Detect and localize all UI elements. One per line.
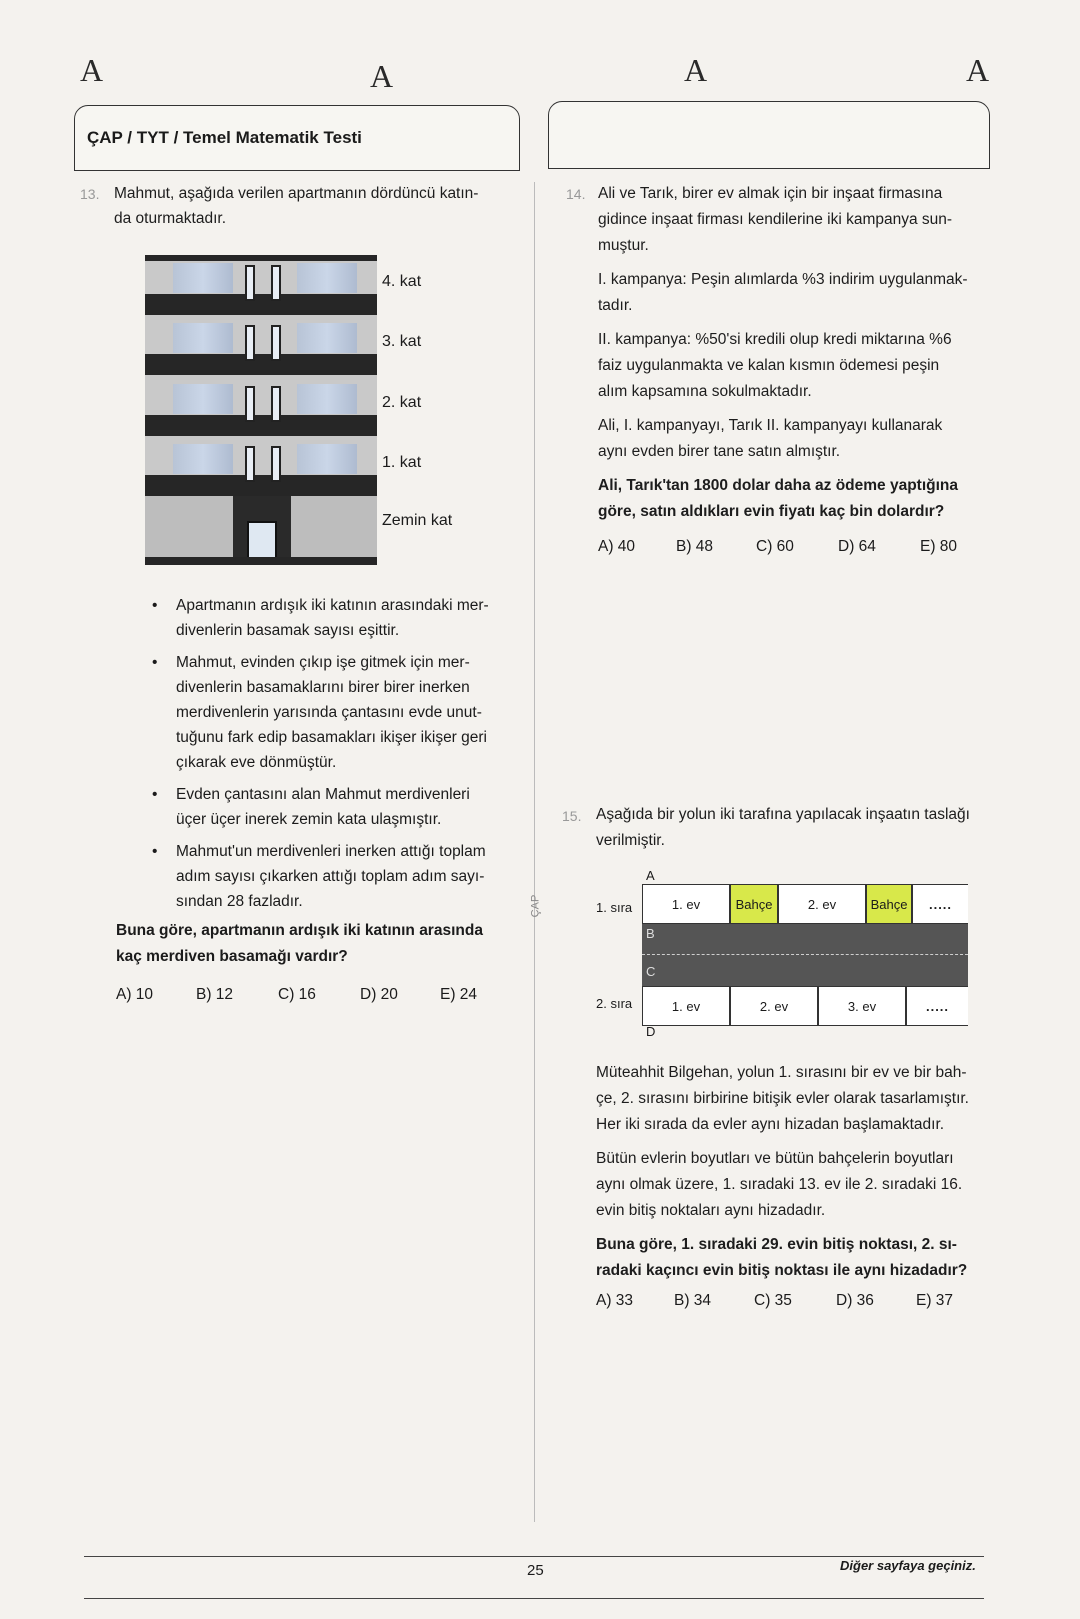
q14-number: 14. <box>566 186 586 202</box>
row1-garden-2: Bahçe <box>866 884 912 924</box>
q15-para2-line: evin bitiş noktaları aynı hizadadır. <box>596 1202 826 1219</box>
stair-window <box>271 386 281 422</box>
option-b[interactable]: B) 12 <box>196 986 234 1003</box>
floor-label-1: 1. kat <box>382 454 422 471</box>
building-illustration <box>145 255 377 565</box>
stair-window <box>271 446 281 482</box>
q14-options <box>598 538 970 556</box>
q15-intro-line: Aşağıda bir yolun iki tarafına yapılacak inşaatın taslağı <box>596 806 970 823</box>
window <box>297 384 357 414</box>
point-d-label: D <box>646 1024 656 1039</box>
corner-letter-4: A <box>966 52 990 88</box>
row2-house-3: 3. ev <box>818 986 906 1026</box>
slab-3 <box>145 354 377 375</box>
q13-options <box>116 986 500 1004</box>
q15-para1-line: Her iki sırada da evler aynı hizadan başlamaktadır. <box>596 1116 945 1133</box>
row2-ellipsis: ..... <box>906 986 968 1026</box>
q15-number: 15. <box>562 808 582 824</box>
floor-label-4: 4. kat <box>382 273 422 290</box>
row2-label: 2. sıra <box>596 996 633 1011</box>
header-box-right <box>548 101 990 169</box>
option-e[interactable]: E) 37 <box>916 1292 954 1309</box>
stair-window <box>271 265 281 301</box>
option-d[interactable]: D) 20 <box>360 986 398 1003</box>
floor-label-3: 3. kat <box>382 333 422 350</box>
q15-body <box>596 1060 1000 1284</box>
option-c[interactable]: C) 16 <box>278 986 316 1003</box>
bullet-line: Evden çantasını alan Mahmut merdivenleri <box>176 786 470 803</box>
slab-4 <box>145 294 377 315</box>
q15-para2-line: aynı olmak üzere, 1. sıradaki 13. ev ile 2. sıradaki 16. <box>596 1176 963 1193</box>
window <box>173 384 233 414</box>
window <box>173 263 233 293</box>
q14-usage-line: aynı evden birer tane satın almıştır. <box>598 443 841 460</box>
q15-intro-line: verilmiştir. <box>596 832 665 849</box>
footer-line-top <box>84 1556 984 1557</box>
footer-line-bottom <box>84 1598 984 1599</box>
q15-para2-line: Bütün evlerin boyutları ve bütün bahçelerin boyutları <box>596 1150 954 1167</box>
window <box>173 444 233 474</box>
header-box-left <box>74 105 520 171</box>
option-e[interactable]: E) 80 <box>920 538 958 555</box>
test-title: ÇAP / TYT / Temel Matematik Testi <box>87 128 362 147</box>
row2-house-2: 2. ev <box>730 986 818 1026</box>
option-a[interactable]: A) 10 <box>116 986 154 1003</box>
q15-para1-line: Müteahhit Bilgehan, yolun 1. sırasını bir ev ve bir bah- <box>596 1064 967 1081</box>
q14-camp2-line: alım kapsamına sokulmaktadır. <box>598 383 812 400</box>
q14-camp2-line: faiz uygulanmakta ve kalan kısmın ödemesi peşin <box>598 357 940 374</box>
option-e[interactable]: E) 24 <box>440 986 478 1003</box>
bullet-dot: • <box>152 786 158 803</box>
q13-number: 13. <box>80 186 100 202</box>
window <box>297 323 357 353</box>
q13-bullet-list <box>150 593 520 921</box>
side-label: ÇAP <box>529 894 542 918</box>
option-b[interactable]: B) 34 <box>674 1292 712 1309</box>
bullet-item <box>150 839 520 914</box>
next-page-note: Diğer sayfaya geçiniz. <box>840 1558 976 1573</box>
bullet-line: merdivenlerin yarısında çantasını evde unut- <box>176 704 482 721</box>
road-center-line <box>642 954 968 955</box>
window <box>297 444 357 474</box>
option-d[interactable]: D) 36 <box>836 1292 874 1309</box>
q14-line: muştur. <box>598 237 649 254</box>
corner-letter-2: A <box>370 58 394 94</box>
window <box>297 263 357 293</box>
option-d[interactable]: D) 64 <box>838 538 876 555</box>
bullet-dot: • <box>152 843 158 860</box>
option-a[interactable]: A) 33 <box>596 1292 634 1309</box>
q14-text <box>598 181 998 525</box>
q14-question-line: Ali, Tarık'tan 1800 dolar daha az ödeme yaptığına <box>598 477 959 494</box>
floor-label-ground: Zemin kat <box>382 512 453 529</box>
q13-intro-line2: da oturmaktadır. <box>114 210 227 227</box>
q15-question-line: Buna göre, 1. sıradaki 29. evin bitiş noktası, 2. sı- <box>596 1236 957 1253</box>
q14-camp1-line: tadır. <box>598 297 633 314</box>
bullet-dot: • <box>152 597 158 614</box>
bullet-line: divenlerin basamak sayısı eşittir. <box>176 622 400 639</box>
q14-question-line: göre, satın aldıkları evin fiyatı kaç bin dolardır? <box>598 503 945 520</box>
window <box>173 323 233 353</box>
floor-label-2: 2. kat <box>382 394 422 411</box>
q15-question-line: radaki kaçıncı evin bitiş noktası ile aynı hizadadır? <box>596 1262 968 1279</box>
stair-window <box>271 325 281 361</box>
q15-para1-line: çe, 2. sırasını birbirine bitişik evler olarak tasarlamıştır. <box>596 1090 969 1107</box>
q13-intro-line1: Mahmut, aşağıda verilen apartmanın dördüncü katın- <box>114 185 479 202</box>
bullet-line: Mahmut, evinden çıkıp işe gitmek için mer- <box>176 654 470 671</box>
stair-window <box>245 386 255 422</box>
point-a-label: A <box>646 868 655 883</box>
stair-window <box>245 265 255 301</box>
bullet-item <box>150 650 520 775</box>
option-c[interactable]: C) 60 <box>756 538 794 555</box>
bullet-line: üçer üçer inerek zemin kata ulaşmıştır. <box>176 811 442 828</box>
row1-house-2: 2. ev <box>778 884 866 924</box>
option-a[interactable]: A) 40 <box>598 538 636 555</box>
slab-1 <box>145 475 377 496</box>
roof <box>145 255 377 261</box>
q14-line: gidince inşaat firması kendilerine iki kampanya sun- <box>598 211 953 228</box>
q15-intro <box>596 802 1000 854</box>
bullet-item <box>150 593 520 643</box>
slab-2 <box>145 415 377 436</box>
q14-camp1-line: I. kampanya: Peşin alımlarda %3 indirim uygulanmak- <box>598 271 968 288</box>
q14-camp2-line: II. kampanya: %50'si kredili olup kredi miktarına %6 <box>598 331 952 348</box>
bullet-line: sından 28 fazladır. <box>176 893 303 910</box>
point-b-label: B <box>646 926 655 941</box>
q13-question-line1: Buna göre, apartmanın ardışık iki katının arasında <box>116 922 483 939</box>
bullet-dot: • <box>152 654 158 671</box>
corner-letter-3: A <box>684 52 708 88</box>
row2-house-1: 1. ev <box>642 986 730 1026</box>
bullet-item <box>150 782 520 832</box>
bullet-line: Mahmut'un merdivenleri inerken attığı toplam <box>176 843 486 860</box>
bullet-line: adım sayısı çıkarken attığı toplam adım sayı- <box>176 868 485 885</box>
column-divider <box>534 182 535 1522</box>
row1-garden-1: Bahçe <box>730 884 778 924</box>
stair-window <box>245 446 255 482</box>
ground-slab <box>145 557 377 565</box>
bullet-line: divenlerin basamaklarını birer birer inerken <box>176 679 470 696</box>
row1-house-1: 1. ev <box>642 884 730 924</box>
option-b[interactable]: B) 48 <box>676 538 714 555</box>
q13-question-line2: kaç merdiven basamağı vardır? <box>116 948 348 965</box>
corner-letter-1: A <box>80 52 104 88</box>
q14-usage-line: Ali, I. kampanyayı, Tarık II. kampanyayı kullanarak <box>598 417 943 434</box>
row1-ellipsis: ..... <box>912 884 968 924</box>
row1-label: 1. sıra <box>596 900 633 915</box>
road <box>642 924 968 986</box>
option-c[interactable]: C) 35 <box>754 1292 792 1309</box>
bullet-line: çıkarak eve dönmüştür. <box>176 754 337 771</box>
bullet-line: tuğunu fark edip basamakları ikişer ikişer geri <box>176 729 487 746</box>
q15-options <box>596 1292 966 1310</box>
bullet-line: Apartmanın ardışık iki katının arasındaki mer- <box>176 597 489 614</box>
stair-window <box>245 325 255 361</box>
road-diagram <box>592 868 992 1038</box>
q14-line: Ali ve Tarık, birer ev almak için bir inşaat firmasına <box>598 185 943 202</box>
point-c-label: C <box>646 964 656 979</box>
page-number: 25 <box>527 1562 544 1579</box>
